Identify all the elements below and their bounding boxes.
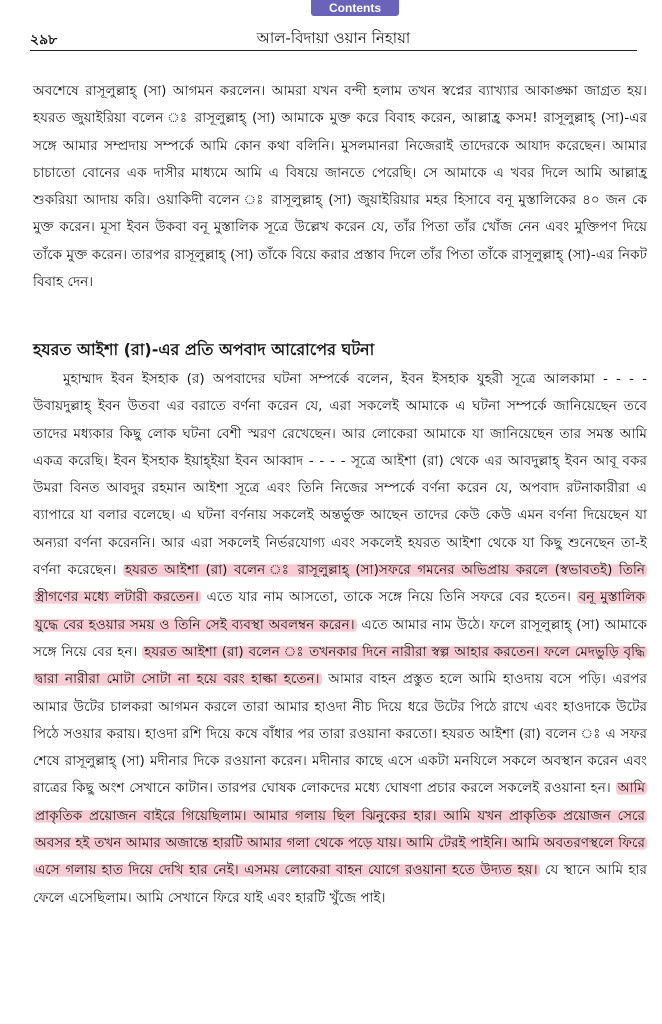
- running-title: আল-বিদায়া ওয়ান নিহায়া: [256, 29, 411, 47]
- paragraph-1: অবশেষে রাসূলুল্লাহ্ (সা) আগমন করলেন। আমরা যখন বন্দী হলাম তখন স্বপ্নের ব্যাখ্যার আকাঙ্ক্ষা জাগ্রত হয়। হযরত জুয়াইরিয়া বলেন ঃ রাসূলুল্লাহ্ (সা) আমাকে মুক্ত করে বিবাহ করেন, আল্লাহ্র কসম! রাসূলুল্লাহ্ (সা)-এর সঙ্গে আমার সম্প্রদায় সম্পর্কে আমি কোন কথা বলিনি। মুসলমানরা নিজেরাই তাদেরকে আযাদ করেছেন। আমার চাচাতো বোনের এক দাসীর মাধ্যমে আমি এ বিষয়ে জানতে পেরেছি। সে আমাকে এ খবর দিলে আমি আল্লাহ্র শুকরিয়া আদায় করি। ওয়াকিদী বলেন ঃ রাসূলুল্লাহ্ (সা) জুয়াইরিয়ার মহর হিসাবে বনূ মুস্তালিকের ৪০ জন কে মুক্ত করেন। মূসা ইবন উকবা বনূ মুস্তালিক সূত্রে উল্লেখ করেন যে, তাঁর পিতা তাঁর খোঁজ নেন এবং মুক্তিপণ দিয়ে তাঁকে মুক্ত করেন। তারপর রাসূলুল্লাহ্ (সা) তাঁকে বিয়ে করার প্রস্তাব দিলে তাঁর পিতা তাঁকে রাসূলুল্লাহ্ (সা)-এর নিকট বিবাহ দেন।: [33, 83, 647, 291]
- contents-tab[interactable]: Contents: [311, 0, 399, 16]
- text-segment: এতে আমার নাম উঠে। ফলে রাসূলুল্লাহ্ (সা) আমাকে সঙ্গে নিয়ে বের হন।: [33, 616, 647, 660]
- highlighted-text: আমি প্রাকৃতিক প্রয়োজন বাইরে গিয়েছিলাম। আমার গলায় ছিল ঝিনুকের হার। আমি যখন প্রাকৃতিক প্রয়োজন সেরে অবসর হই তখন আমার অজান্তে হারটি আমার গলা থেকে পড়ে যায়। আমি টেরই পাইনি। আমি অবতরণস্থলে ফিরে এসে গলায় হাত দিয়ে দেখি হার নেই। এসময় লোকেরা বাহন যোগে রওয়ানা হতে উদ্যত হয়।: [35, 780, 645, 879]
- page-number: ২৯৮: [30, 32, 58, 48]
- highlighted-text: হযরত আইশা (রা) বলেন ঃ রাসূলুল্লাহ্ (সা)সফরে গমনের অভিপ্রায় করলে (স্বভাবতই) তিনি স্ত্রীগণের মধ্যে লটারী করতেন।: [35, 562, 645, 606]
- text-segment: যে স্থানে আমি হার ফেলে এসেছিলাম। আমি সেখানে ফিরে যাই এবং হারটি খুঁজে পাই।: [33, 862, 647, 906]
- highlighted-text: বনূ মুস্তালিক যুদ্ধে বের হওয়ার সময় ও তিনি সেই ব্যবস্থা অবলম্বন করেন।: [35, 589, 646, 633]
- text-segment: মুহাম্মাদ ইবন ইসহাক (র) অপবাদের ঘটনা সম্পর্কে বলেন, ইবন ইসহাক যুহরী সূত্রে আলকামা - - - - উবায়দুল্লাহ্ ইবন উতবা এর বরাতে বর্ণনা করেন যে, এরা সকলেই আমাকে এ ঘটনা সম্পর্কে জানিয়েছেন তবে তাদের মধ্যকার কিছু লোক ঘটনা বেশী স্মরণ রেখেছেন। আর লোকেরা আমাকে যা জানিয়েছেন তার সমস্ত আমি একত্র করেছি। ইবন ইসহাক ইয়াহ্ইয়া ইবন আব্বাদ - - - - সূত্রে আইশা (রা) থেকে এর আবদুল্লাহ্ ইবন আবূ বকর উমরা বিনত আবদুর রহমান আইশা সূত্রে এবং তিনি নিজের সম্পর্কে বর্ণনা করেন যে, অপবাদ রটনাকারীরা এ ব্যাপারে যা বলার বলেছে। এ ঘটনা বর্ণনায় সকলেই অন্তর্ভুক্ত আছেন তাদের কেউ কেউ এমন বর্ণনা দিয়েছেন যা অন্যরা বর্ণনা করেননি। আর এরা সকলেই নির্ভরযোগ্য এবং সকলেই হযরত আইশা থেকে যা কিছু শুনেছেন তা-ই বর্ণনা করেছেন।: [33, 371, 647, 579]
- text-segment: এতে যার নাম আসতো, তাকে সঙ্গে নিয়ে তিনি সফরে বের হতেন।: [206, 589, 571, 606]
- header-rule: [30, 50, 637, 51]
- page-header: [30, 20, 637, 46]
- paragraph-2: [33, 366, 647, 912]
- text-segment: আমার বাহন প্রস্তুত হলে আমি হাওদায় বসে পড়ি। এরপর আমার উটের চালকরা আগমন করলে তারা আমার হাওদা নীচ দিয়ে ধরে উটের পিঠে রাখে এবং হাওদাকে উটের পিঠে সওয়ার করায়। হাওদা রশি দিয়ে কষে বাঁধার পর তারা রওয়ানা করতো। হযরত আইশা (রা) বলেন ঃ এ সফর শেষে রাসূলুল্লাহ্ (সা) মদীনার দিকে রওয়ানা করেন। মদীনার কাছে এসে একটা মনযিলে সকলে অবস্থান করেন এবং রাত্রের কিছু অংশ সেখানে কাটান। তারপর ঘোষক লোকদের মধ্যে ঘোষণা প্রচার করলে সকলেই রওয়ানা হন।: [33, 671, 647, 797]
- section-heading: হযরত আইশা (রা)-এর প্রতি অপবাদ আরোপের ঘটনা: [33, 340, 375, 359]
- highlighted-text: হযরত আইশা (রা) বলেন ঃ তখনকার দিনে নারীরা স্বল্প আহার করতেন। ফলে মেদভুড়ি বৃদ্ধি দ্বারা নারীরা মোটা সোটা না হয়ে বরং হাল্কা হতেন।: [35, 643, 645, 688]
